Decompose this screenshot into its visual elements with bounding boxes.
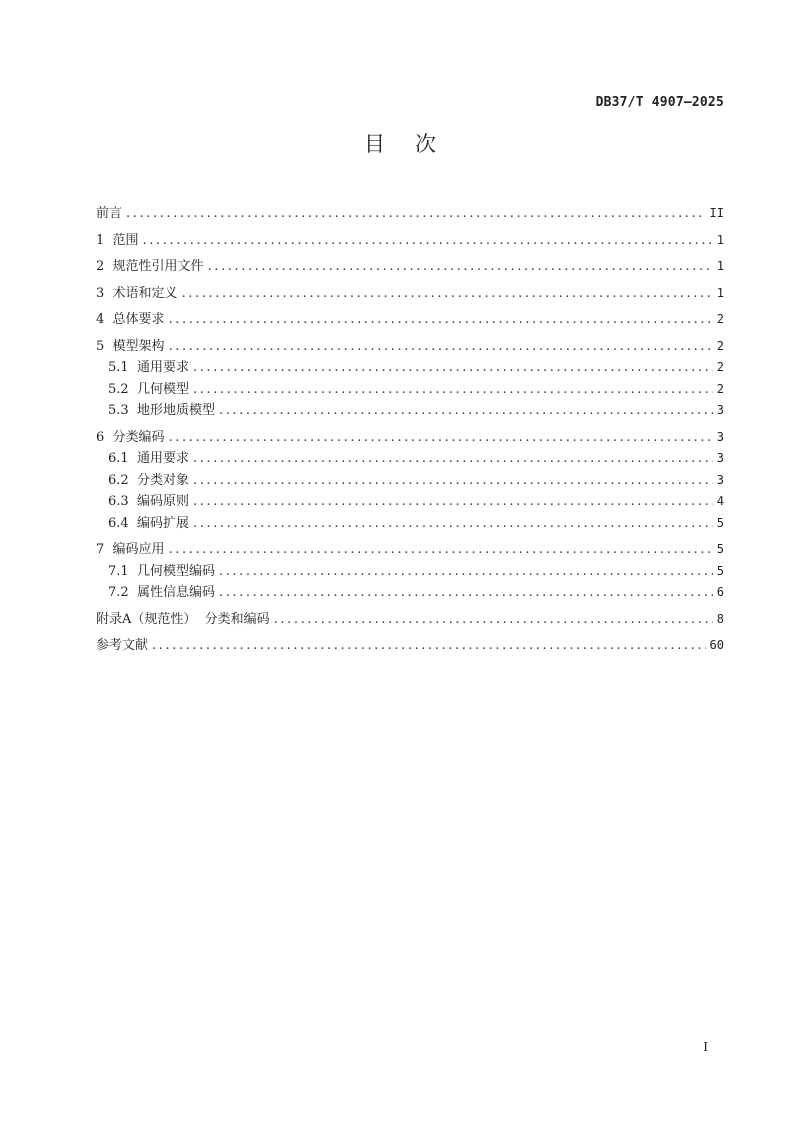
toc-entry-label: 通用要求: [136, 360, 189, 375]
toc-entry-page: 3: [716, 472, 724, 487]
toc-entry-gap: [129, 382, 137, 397]
toc-entry-label: 分类编码: [112, 429, 165, 445]
toc-leader-dots: [169, 339, 713, 354]
toc-entry-label: 编码扩展: [136, 515, 189, 531]
toc-entry[interactable]: [96, 560, 724, 582]
toc-entry[interactable]: [96, 538, 724, 560]
toc-leader-dots: [169, 430, 713, 445]
toc-entry-page: 6: [716, 585, 724, 599]
toc-entry-page: 2: [716, 360, 724, 374]
toc-leader-dots: [193, 473, 713, 488]
toc-entry-gap: [129, 473, 137, 488]
toc-entry-page: 5: [716, 563, 724, 578]
toc-entry-page: 8: [716, 611, 724, 626]
toc-entry[interactable]: [96, 399, 724, 421]
toc-entry-label: 参考文献: [96, 638, 149, 653]
toc-entry-page: 3: [716, 429, 724, 444]
toc-entry-label: 编码应用: [112, 542, 165, 557]
toc-entry-label: 属性信息编码: [136, 585, 215, 600]
toc-entry-page: 1: [716, 232, 724, 247]
toc-leader-dots: [193, 516, 713, 531]
toc-leader-dots: [193, 451, 713, 466]
toc-entry-gap: [104, 542, 112, 557]
toc-entry-page: 3: [716, 451, 724, 465]
toc-leader-dots: [219, 585, 713, 600]
toc-entry[interactable]: [96, 356, 724, 378]
toc-entry-label: 通用要求: [136, 451, 189, 466]
toc-entry-number: 5: [96, 338, 105, 354]
toc-entry-label: 几何模型: [136, 381, 189, 397]
toc-entry-number: 6.4: [108, 515, 129, 531]
toc-leader-dots: [219, 403, 713, 418]
toc-entry-number: 6.2: [108, 472, 129, 488]
toc-entry-gap: [129, 564, 137, 579]
toc-entry-label: 模型架构: [112, 338, 165, 354]
toc-entry[interactable]: [96, 308, 724, 330]
toc-entry-number: 3: [96, 285, 105, 301]
toc-leader-dots: [193, 382, 713, 397]
toc-entry-gap: [104, 233, 112, 248]
toc-entry[interactable]: [96, 634, 724, 656]
toc-entry[interactable]: [96, 581, 724, 603]
toc-leader-dots: [152, 638, 706, 653]
toc-entry-label: 术语和定义: [112, 285, 178, 301]
toc-entry-number: 4: [96, 312, 105, 327]
toc-entry-gap: [129, 451, 137, 466]
toc-entry-label: 附录A（规范性） 分类和编码: [96, 611, 270, 627]
toc-entry-label: 规范性引用文件: [112, 259, 204, 274]
toc-entry-page: 5: [716, 542, 724, 556]
toc-entry[interactable]: [96, 335, 724, 357]
toc-entry-number: 6: [96, 429, 105, 445]
toc-entry-number: 7.1: [108, 563, 129, 579]
toc-leader-dots: [219, 564, 713, 579]
toc-entry-page: 2: [716, 381, 724, 396]
toc-entry-page: 2: [716, 312, 724, 326]
toc-entry[interactable]: [96, 229, 724, 251]
toc-entry-number: 1: [96, 232, 105, 248]
toc-entry-label: 前言: [96, 206, 123, 221]
toc-entry[interactable]: [96, 202, 724, 224]
toc-entry-page: 5: [716, 515, 724, 530]
toc-entry[interactable]: [96, 255, 724, 277]
toc-entry-number: 6.3: [108, 494, 129, 509]
toc-entry-page: 4: [716, 494, 724, 508]
toc-leader-dots: [274, 612, 713, 627]
toc-entry-label: 地形地质模型: [136, 403, 215, 418]
toc-entry-gap: [129, 494, 137, 509]
toc-leader-dots: [208, 259, 713, 274]
toc-entry-page: 3: [716, 403, 724, 417]
toc-entry-label: 几何模型编码: [136, 563, 215, 579]
toc-entry-gap: [104, 312, 112, 327]
toc-entry[interactable]: [96, 512, 724, 534]
toc-entry-gap: [129, 360, 137, 375]
toc-entry-number: 6.1: [108, 451, 129, 466]
document-code: DB37/T 4907—2025: [595, 95, 724, 110]
toc-entry-gap: [129, 403, 137, 418]
toc-entry-label: 编码原则: [136, 494, 189, 509]
toc-entry-gap: [104, 286, 112, 301]
toc-entry-gap: [104, 430, 112, 445]
toc-entry[interactable]: [96, 426, 724, 448]
toc-entry-number: 7: [96, 542, 105, 557]
toc-leader-dots: [169, 312, 713, 327]
toc-entry-number: 2: [96, 259, 105, 274]
toc-entry[interactable]: [96, 608, 724, 630]
toc-leader-dots: [193, 494, 713, 509]
toc-entry[interactable]: [96, 469, 724, 491]
toc-entry-label: 分类对象: [136, 472, 189, 488]
toc-leader-dots: [193, 360, 713, 375]
toc-entry-gap: [104, 339, 112, 354]
toc-entry-page: 1: [716, 259, 724, 273]
toc-entry-label: 范围: [112, 232, 139, 248]
toc-entry[interactable]: [96, 282, 724, 304]
toc-leader-dots: [126, 206, 706, 221]
toc-entry-gap: [104, 259, 112, 274]
toc-entry-page: 60: [709, 638, 724, 652]
toc-entry-page: II: [709, 206, 724, 220]
toc-entry-gap: [129, 516, 137, 531]
toc-entry-number: 5.1: [108, 360, 129, 375]
toc-leader-dots: [169, 542, 713, 557]
toc-entry-label: 总体要求: [112, 312, 165, 327]
page-number: I: [703, 1040, 708, 1054]
table-of-contents: [96, 202, 724, 656]
toc-entry[interactable]: [96, 447, 724, 469]
toc-entry-number: 5.2: [108, 381, 129, 397]
toc-entry[interactable]: [96, 490, 724, 512]
toc-entry-page: 1: [716, 285, 724, 300]
toc-leader-dots: [182, 286, 713, 301]
toc-entry-number: 7.2: [108, 585, 129, 600]
page-title: 目次: [364, 132, 466, 156]
toc-entry-number: 5.3: [108, 403, 129, 418]
toc-leader-dots: [143, 233, 713, 248]
toc-entry[interactable]: [96, 378, 724, 400]
toc-entry-gap: [129, 585, 137, 600]
toc-entry-page: 2: [716, 338, 724, 353]
